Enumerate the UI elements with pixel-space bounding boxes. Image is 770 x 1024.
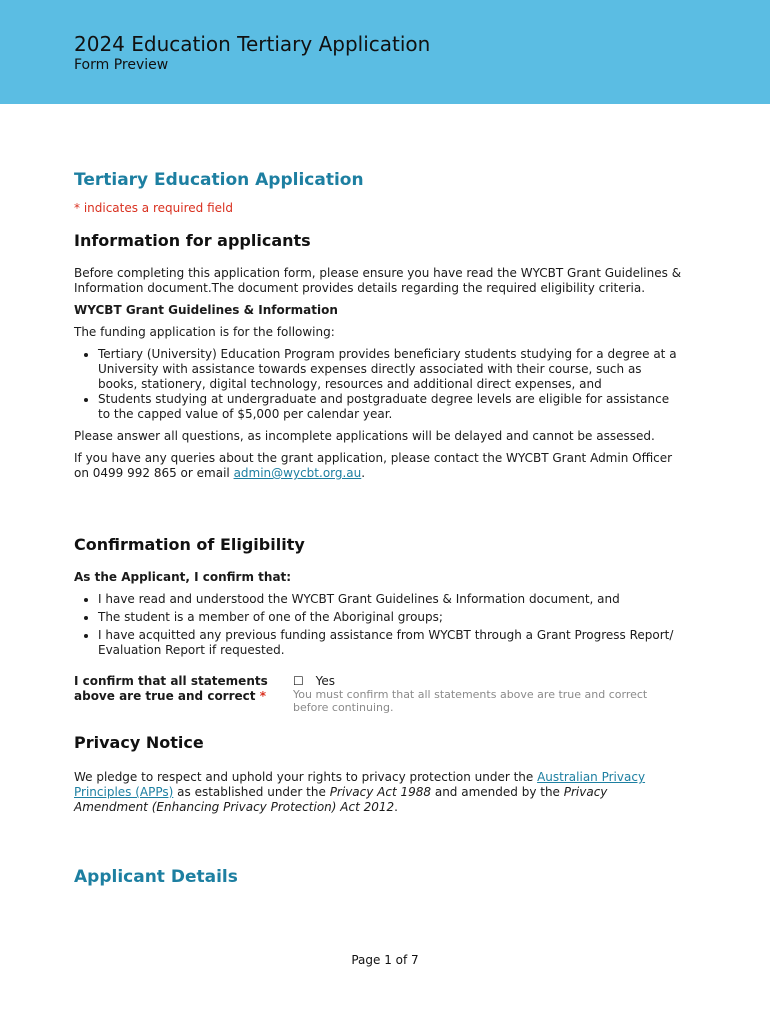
list-item: • Tertiary (University) Education Program provides beneficiary students studying for a degree at a University with assistance towards expenses directly associated with their course, such as books, stationery, digital technology, resources and additional direct expenses, and	[98, 347, 684, 392]
required-marker: *	[259, 689, 266, 703]
eligibility-heading: Confirmation of Eligibility	[74, 535, 305, 554]
form-title: Tertiary Education Application	[74, 170, 364, 190]
privacy-text-3: and amended by the	[431, 785, 564, 799]
answer-all-note: Please answer all questions, as incomplete applications will be delayed and cannot be assessed.	[74, 429, 655, 443]
info-heading: Information for applicants	[74, 231, 311, 250]
privacy-text	[74, 770, 684, 815]
contact-text: If you have any queries about the grant application, please contact the WYCBT Grant Admin Officer on 0499 992 865 or email	[74, 451, 673, 480]
privacy-text-2: as established under the	[173, 785, 330, 799]
privacy-act-1988: Privacy Act 1988	[329, 785, 432, 799]
confirm-label	[74, 674, 293, 714]
contact-end: .	[361, 466, 366, 480]
contact-email-link[interactable]: admin@wycbt.org.au	[233, 466, 362, 480]
list-item: • I have acquitted any previous funding assistance from WYCBT through a Grant Progress Report/ Evaluation Report if requested.	[98, 628, 684, 658]
eligibility-list	[74, 592, 684, 658]
page-number: Page 1 of 7	[351, 953, 419, 967]
contact-paragraph	[74, 451, 684, 481]
privacy-text-1: We pledge to respect and uphold your rights to privacy protection under the	[74, 770, 538, 784]
guidelines-heading: WYCBT Grant Guidelines & Information	[74, 303, 338, 317]
list-item: • Students studying at undergraduate and postgraduate degree levels are eligible for assistance to the capped value of $5,000 per calendar year.	[98, 392, 684, 422]
checkbox-label[interactable]: Yes	[315, 674, 335, 688]
applicant-details-heading: Applicant Details	[74, 867, 238, 887]
checkbox-help-text: You must confirm that all statements above are true and correct before continuing.	[293, 688, 648, 714]
funding-list	[74, 347, 684, 422]
privacy-text-4: .	[394, 800, 398, 814]
yes-checkbox-row[interactable]	[293, 674, 684, 688]
applicant-confirm-heading: As the Applicant, I confirm that:	[74, 570, 292, 584]
page-subtitle: Form Preview	[74, 57, 169, 73]
list-item: • The student is a member of one of the Aboriginal groups;	[98, 610, 684, 625]
privacy-heading: Privacy Notice	[74, 733, 204, 752]
list-item: • I have read and understood the WYCBT Grant Guidelines & Information document, and	[98, 592, 684, 607]
funding-intro: The funding application is for the following:	[74, 325, 335, 339]
privacy-principles-link[interactable]: Australian Privacy Principles (APPs)	[74, 770, 646, 799]
header-bar	[0, 0, 770, 104]
info-intro: Before completing this application form, please ensure you have read the WYCBT Grant Guidelines & Information document.The document provides details regarding the required eligibility criteria.	[74, 266, 682, 295]
confirm-label-text: I confirm that all statements above are true and correct	[74, 674, 268, 703]
required-field-note: * indicates a required field	[74, 201, 233, 215]
privacy-amendment-act: Privacy Amendment (Enhancing Privacy Protection) Act 2012	[74, 785, 608, 814]
checkbox-icon[interactable]: ☐	[293, 674, 304, 688]
form-content	[74, 170, 684, 887]
page-title: 2024 Education Tertiary Application	[74, 32, 431, 56]
confirm-field	[74, 674, 684, 714]
